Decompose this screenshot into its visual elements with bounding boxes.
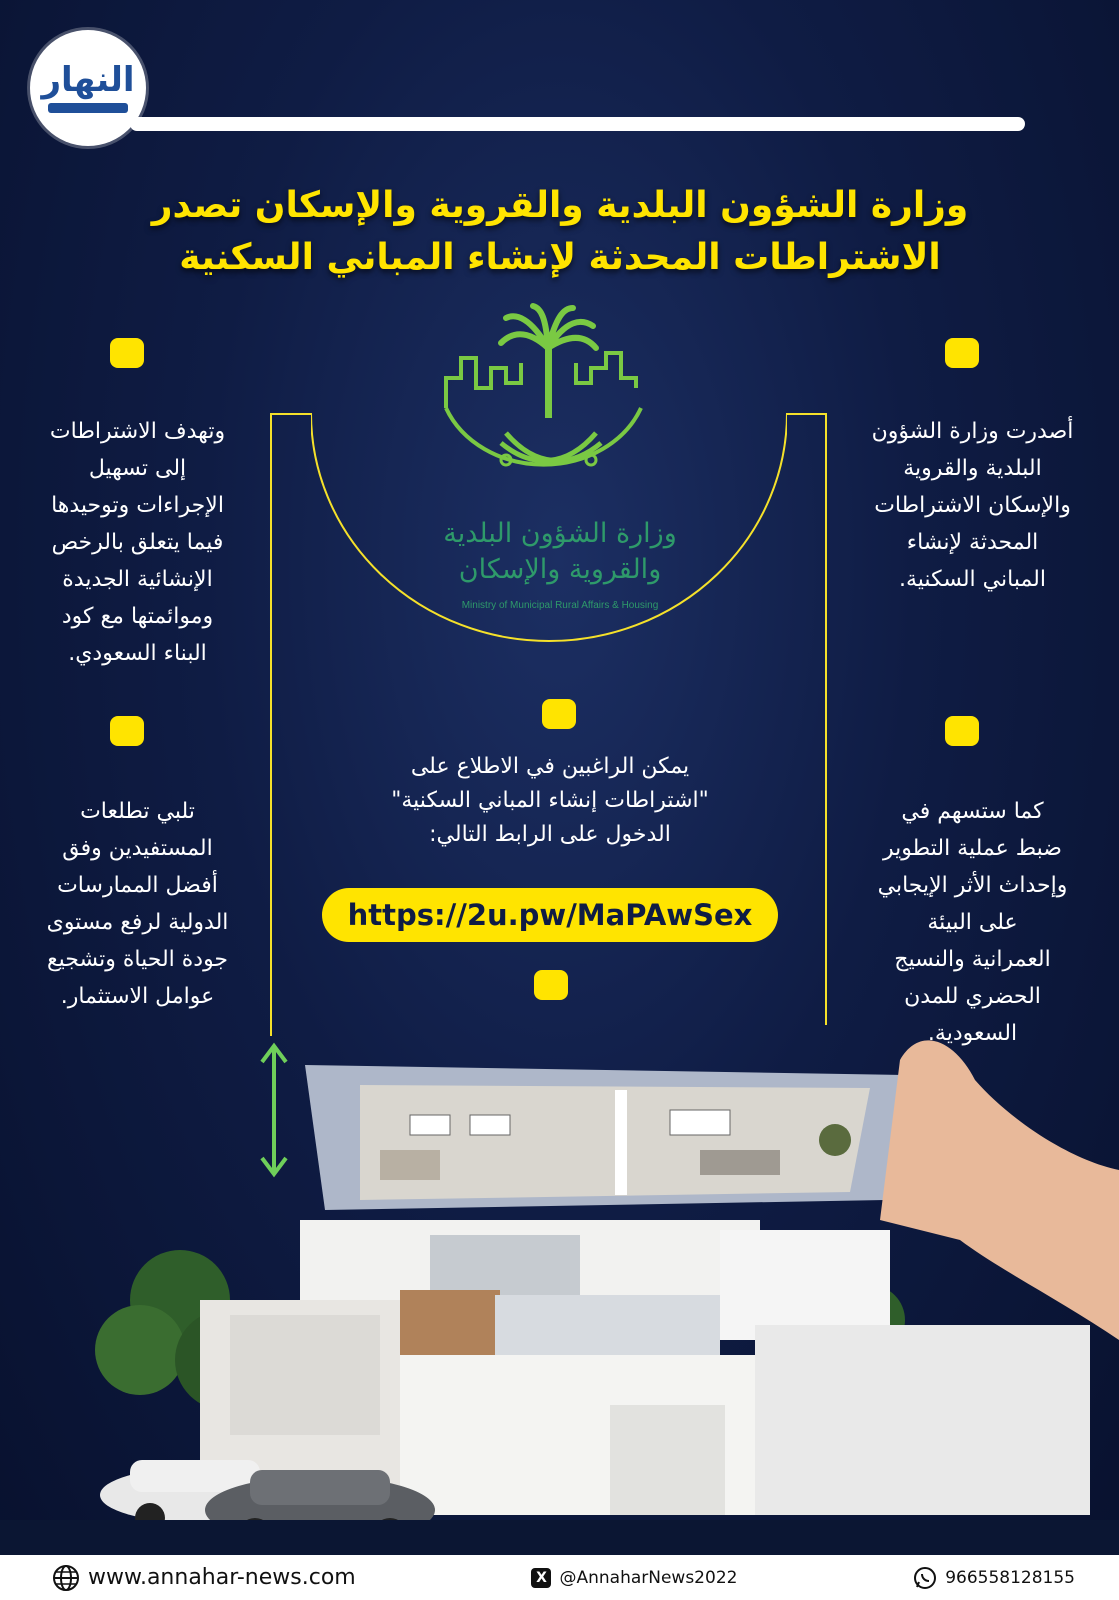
text-block-link-intro: [300, 750, 800, 852]
text-line: تلبي تطلعات: [80, 799, 195, 824]
bullet-marker: [110, 716, 144, 746]
text-line: المحدثة لإنشاء: [906, 530, 1039, 555]
footer-whatsapp[interactable]: [913, 1566, 1075, 1590]
frame-line-top-left: [270, 413, 312, 415]
website-url: www.annahar-news.com: [88, 1565, 356, 1590]
text-block-impact: [845, 793, 1100, 1052]
footer-bar: [0, 1555, 1119, 1600]
whatsapp-icon: [913, 1566, 937, 1590]
text-line: المباني السكنية.: [899, 567, 1046, 592]
text-line: يمكن الراغبين في الاطلاع على: [410, 754, 690, 779]
text-line: إلى تسهيل: [88, 456, 187, 481]
text-line: البناء السعودي.: [68, 641, 207, 666]
text-block-goals: [10, 413, 265, 672]
header-divider: [130, 117, 1025, 131]
text-line: "اشتراطات إنشاء المباني السكنية": [391, 788, 709, 813]
text-line: والإسكان الاشتراطات: [874, 493, 1071, 518]
whatsapp-number: 966558128155: [945, 1567, 1075, 1588]
ministry-name-arabic: [410, 516, 710, 588]
text-line: كما ستسهم في: [901, 799, 1044, 824]
bullet-marker: [542, 699, 576, 729]
logo-tagline-bar: [48, 103, 128, 113]
text-line: جودة الحياة وتشجيع: [46, 947, 229, 972]
bullet-marker: [945, 338, 979, 368]
house-illustration: [0, 1040, 1119, 1560]
text-block-aspirations: [10, 793, 265, 1015]
text-line: الإنشائية الجديدة: [62, 567, 213, 592]
text-line: ضبط عملية التطوير: [883, 836, 1062, 861]
text-line: عوامل الاستثمار.: [60, 984, 215, 1009]
text-block-announcement: [845, 413, 1100, 598]
text-line: أصدرت وزارة الشؤون: [871, 419, 1074, 444]
ministry-emblem: [311, 258, 787, 648]
footer-website[interactable]: [52, 1564, 356, 1592]
title-line-2: الاشتراطات المحدثة لإنشاء المباني السكنية: [179, 237, 941, 278]
text-line: الحضري للمدن: [904, 984, 1041, 1009]
text-line: وموائمتها مع كود: [61, 604, 214, 629]
text-line: السعودية.: [927, 1021, 1018, 1046]
title-line-1: وزارة الشؤون البلدية والقروية والإسكان تصدر: [151, 185, 969, 226]
text-line: المستفيدين وفق: [62, 836, 213, 861]
text-line: على البيئة: [927, 910, 1018, 935]
globe-icon: [52, 1564, 80, 1592]
text-line: البلدية والقروية: [903, 456, 1042, 481]
regulations-link[interactable]: https://2u.pw/MaPAwSex: [322, 888, 778, 942]
bullet-marker: [534, 970, 568, 1000]
text-line: أفضل الممارسات: [57, 873, 218, 898]
text-line: وتهدف الاشتراطات: [49, 419, 226, 444]
footer-x-account[interactable]: [531, 1568, 737, 1588]
text-line: الدولية لرفع مستوى: [46, 910, 229, 935]
frame-line-top-right: [786, 413, 826, 415]
text-line: العمرانية والنسيج: [894, 947, 1051, 972]
frame-line-left: [270, 413, 272, 1036]
bullet-marker: [945, 716, 979, 746]
text-line: فيما يتعلق بالرخص: [51, 530, 224, 555]
annahar-logo[interactable]: [30, 30, 146, 146]
text-line: الإجراءات وتوحيدها: [51, 493, 224, 518]
ministry-name-line-1: وزارة الشؤون البلدية: [443, 518, 677, 549]
logo-text: النهار: [41, 60, 135, 100]
ministry-name-line-2: والقروية والإسكان: [458, 554, 662, 585]
x-handle: @AnnaharNews2022: [559, 1567, 738, 1588]
text-line: وإحداث الأثر الإيجابي: [877, 873, 1068, 898]
text-line: الدخول على الرابط التالي:: [429, 822, 671, 847]
frame-line-right: [825, 413, 827, 1025]
x-logo-icon: X: [531, 1568, 551, 1588]
ministry-name-english: Ministry of Municipal Rural Affairs & Housing: [461, 600, 659, 611]
bullet-marker: [110, 338, 144, 368]
